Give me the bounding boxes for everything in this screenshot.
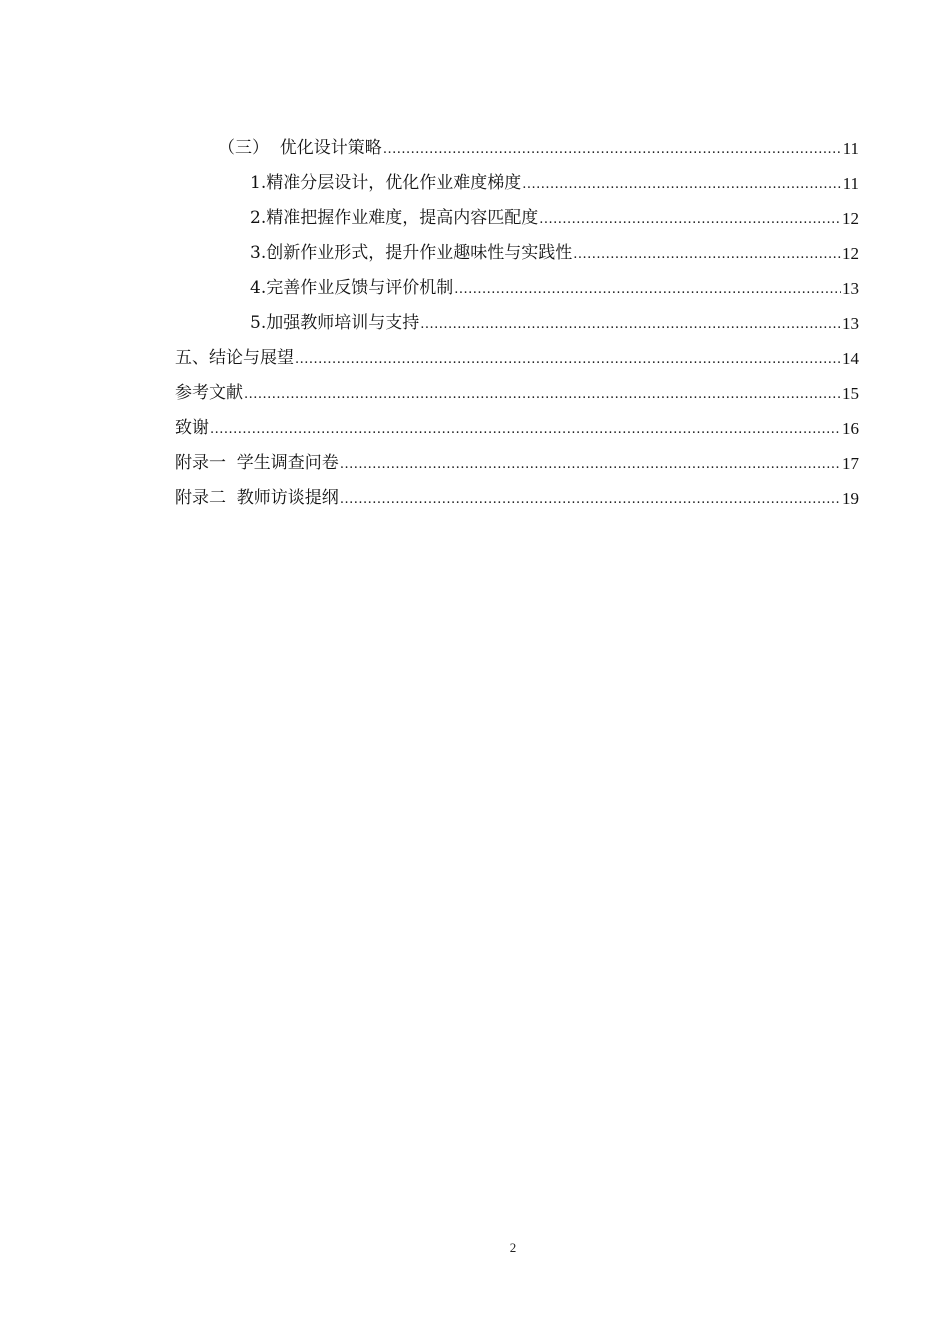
toc-entry-page: 13 [842,314,859,333]
toc-entry-title: 附录二 教师访谈提纲 [175,488,339,508]
toc-dot-leader [340,447,841,482]
toc-entry-page: 11 [842,174,859,193]
toc-dot-leader [420,307,841,342]
toc-entry-difficulty-matching[interactable] [250,201,859,236]
toc-entry-page: 15 [842,384,859,403]
toc-dot-leader [522,167,841,202]
toc-entry-title: 五、结论与展望 [175,348,294,368]
toc-entry-references[interactable] [175,376,859,411]
toc-dot-leader [383,132,842,167]
toc-entry-title: 1.精准分层设计，优化作业难度梯度 [250,173,522,193]
toc-entry-page: 19 [842,489,859,508]
toc-entry-page: 17 [842,454,859,473]
toc-dot-leader [295,342,841,377]
toc-entry-innovative-forms[interactable] [250,236,859,271]
toc-entry-page: 12 [842,209,859,228]
toc-entry-title: 2.精准把握作业难度，提高内容匹配度 [250,208,539,228]
toc-entry-layered-design[interactable] [250,166,859,201]
toc-dot-leader [210,412,841,447]
toc-entry-page: 11 [842,139,859,158]
toc-entry-page: 16 [842,419,859,438]
toc-entry-title: 致谢 [175,418,209,438]
toc-entry-title: 参考文献 [175,383,243,403]
toc-entry-page: 12 [842,244,859,263]
toc-entry-conclusion[interactable] [175,341,859,376]
toc-entry-feedback-evaluation[interactable] [250,271,859,306]
toc-entry-teacher-training[interactable] [250,306,859,341]
toc-entry-appendix-1[interactable] [175,446,859,481]
toc-entry-optimization-strategy[interactable] [218,131,859,166]
toc-dot-leader [454,272,841,307]
toc-dot-leader [573,237,841,272]
toc-dot-leader [244,377,841,412]
toc-entry-title: （三） 优化设计策略 [218,138,382,158]
toc-entry-acknowledgements[interactable] [175,411,859,446]
toc-entry-title: 4.完善作业反馈与评价机制 [250,278,454,298]
page-number: 2 [509,1240,517,1255]
toc-entry-page: 14 [842,349,859,368]
toc-dot-leader [539,202,841,237]
toc-dot-leader [340,482,841,517]
toc-entry-title: 附录一 学生调查问卷 [175,453,339,473]
toc-entry-appendix-2[interactable] [175,481,859,516]
toc-entry-title: 5.加强教师培训与支持 [250,313,420,333]
toc-entry-title: 3.创新作业形式，提升作业趣味性与实践性 [250,243,573,263]
toc-entry-page: 13 [842,279,859,298]
